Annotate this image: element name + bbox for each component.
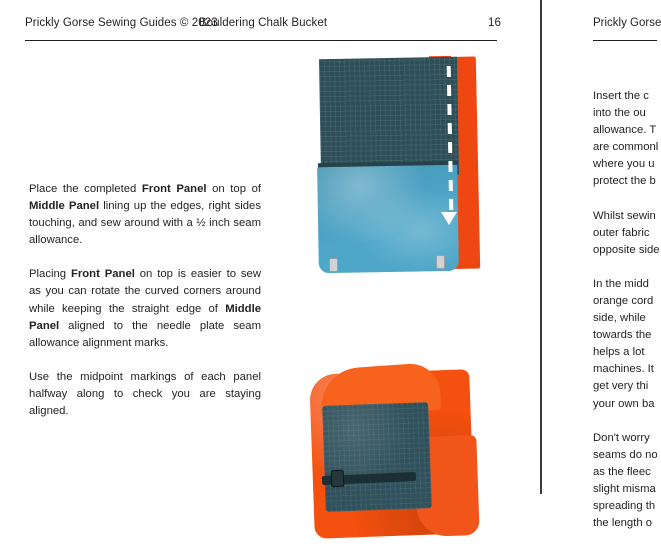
page-gutter — [523, 0, 540, 494]
paragraph-3 — [29, 369, 261, 420]
text-line: In the midd — [593, 277, 649, 290]
header-copyright: Prickly Gorse Sewing Guides © 2023 — [25, 17, 218, 29]
header-title: Bouldering Chalk Bucket — [198, 17, 328, 29]
text-line: get very thi — [593, 380, 649, 393]
right-header-divider — [593, 40, 657, 41]
paragraph-1 — [593, 88, 661, 191]
text-line: spreading th — [593, 499, 656, 512]
paragraph-3 — [593, 276, 661, 413]
text-run: on top of — [206, 183, 261, 195]
buckle-shape — [331, 470, 345, 488]
header-page-number: 16 — [488, 17, 501, 29]
text-line: allowance. T — [593, 124, 657, 137]
text-line: where you u — [593, 158, 655, 171]
text-line: orange cord — [593, 294, 654, 307]
cord-toggle-left-shape — [329, 258, 338, 272]
text-run: Place the completed — [29, 183, 142, 195]
text-line: seams do no — [593, 448, 658, 461]
text-line: opposite side — [593, 243, 660, 256]
teal-front-panel-shape — [322, 402, 432, 512]
paragraph-4 — [593, 430, 661, 533]
cord-toggle-right-shape — [436, 255, 445, 269]
teal-panel-shape — [319, 57, 459, 177]
text-line: helps a lot — [593, 346, 645, 359]
text-line: slight misma — [593, 482, 656, 495]
text-run-bold: Middle Panel — [29, 302, 261, 332]
page-separator-line — [540, 0, 542, 494]
text-line: Don't worry — [593, 431, 650, 444]
text-line: the length o — [593, 517, 653, 530]
text-line: Insert the c — [593, 90, 649, 102]
text-line: protect the b — [593, 175, 656, 188]
left-page-header — [25, 17, 501, 33]
text-line: are commonl — [593, 141, 659, 154]
text-run: Placing — [29, 268, 71, 281]
paragraph-1 — [29, 181, 261, 249]
text-line: into the ou — [593, 107, 646, 120]
header-divider — [25, 40, 497, 41]
text-run: Use the midpoint markings of each panel halfway along to check you are staying aligned. — [29, 370, 261, 418]
text-run: lining up the edges, right sides touching, and sew around with a ½ inch seam allowance. — [29, 200, 261, 247]
text-line: outer fabric — [593, 226, 650, 239]
arrow-down-icon — [441, 212, 457, 225]
text-run-bold: Middle Panel — [29, 200, 100, 213]
chalk-bucket-sewing-line-photo — [298, 52, 484, 273]
right-page — [560, 0, 661, 530]
text-line: side, while — [593, 312, 646, 325]
text-run: aligned to the needle plate seam allowance alignment marks. — [29, 319, 261, 349]
figure-column — [286, 52, 496, 542]
text-run-bold: Front Panel — [70, 268, 135, 281]
text-line: as the fleec — [593, 465, 651, 478]
right-page-header: Prickly Gorse — [593, 17, 661, 29]
right-page-body-text — [593, 88, 661, 549]
left-page-body-text — [29, 181, 261, 420]
text-run-bold: Front Panel — [141, 183, 207, 195]
text-line: Whilst sewin — [593, 209, 656, 222]
text-line: your own ba — [593, 397, 655, 410]
paragraph-2 — [593, 208, 661, 259]
paragraph-2 — [29, 266, 261, 351]
chalk-bucket-assembled-photo — [296, 362, 486, 542]
text-line: towards the — [593, 329, 652, 342]
text-run: on top is easier to sew as you can rotate the curved corners around while keeping the straight edge of — [29, 268, 261, 315]
text-line: machines. It — [593, 363, 654, 376]
